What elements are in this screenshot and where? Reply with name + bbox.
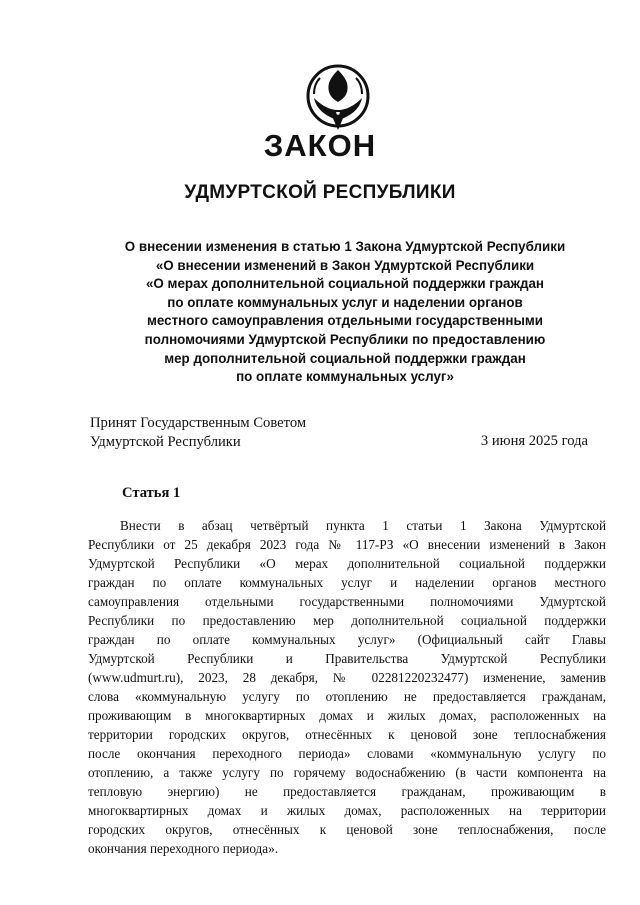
article-line: Удмуртской Республики «О мерах дополнительной социальной поддержки — [88, 556, 606, 572]
article-body — [88, 516, 606, 858]
article-line: после окончания переходного периода» словами «коммунальную услугу по — [88, 746, 606, 762]
law-title: ЗАКОН — [263, 128, 377, 163]
article-line: городских округов, отнесённых к ценовой зоне теплоснабжения, после — [88, 822, 606, 838]
heading-line: по оплате коммунальных услуг и наделении органов — [167, 294, 523, 310]
article-line: Республики по предоставлению мер дополнительной социальной поддержки — [88, 613, 606, 629]
article-line: окончания переходного периода». — [88, 841, 278, 857]
adoption-line: Удмуртской Республики — [90, 433, 241, 450]
article-line: многоквартирных домах и жилых домах, расположенных на территории — [88, 803, 606, 819]
heading-line: «О внесении изменений в Закон Удмуртской Республики — [155, 257, 535, 273]
law-heading — [86, 238, 604, 387]
article-line: отоплению, а также услугу по горячему водоснабжению (в части компонента на — [88, 765, 606, 781]
article-line: (www.udmurt.ru), 2023, 28 декабря, № 02281220232477) изменение, заменив — [88, 670, 606, 686]
article-line: Республики от 25 декабря 2023 года № 117-РЗ «О внесении изменений в Закон — [88, 537, 606, 553]
article-line: слова «коммунальную услугу по отоплению не предоставляется гражданам, — [88, 689, 606, 705]
heading-line: мер дополнительной социальной поддержки граждан — [164, 350, 526, 366]
article-line: тепловую энергию) не предоставляется гражданам, проживающим в — [88, 784, 606, 800]
article-line: территории городских округов, отнесённых к ценовой зоне теплоснабжения — [88, 727, 606, 743]
adoption-statement — [90, 414, 306, 451]
article-line: Удмуртской Республики и Правительства Удмуртской Республики — [88, 651, 606, 667]
article-title: Статья 1 — [122, 485, 181, 501]
law-subtitle: УДМУРТСКОЙ РЕСПУБЛИКИ — [184, 182, 456, 203]
article-line: граждан по оплате коммунальных услуг» (Официальный сайт Главы — [88, 632, 606, 648]
adoption-line: Принят Государственным Советом — [90, 415, 307, 431]
heading-line: «О мерах дополнительной социальной поддержки граждан — [145, 276, 545, 292]
heading-line: местного самоуправления отдельными государственными — [146, 313, 544, 329]
adoption-date: 3 июня 2025 года — [480, 433, 588, 449]
heading-line: полномочиями Удмуртской Республики по предоставлению — [144, 331, 546, 347]
heading-line: О внесении изменения в статью 1 Закона Удмуртской Республики — [124, 239, 566, 254]
article-line: граждан по оплате коммунальных услуг и наделении органов местного — [88, 575, 606, 591]
article-line: самоуправления отдельными государственными полномочиями Удмуртской — [88, 594, 606, 610]
article-line: Внести в абзац четвёртый пункта 1 статьи 1 Закона Удмуртской — [120, 518, 606, 533]
heading-line: по оплате коммунальных услуг» — [236, 369, 454, 385]
article-line: проживающим в многоквартирных домах и жилых домах, расположенных на — [88, 708, 606, 724]
